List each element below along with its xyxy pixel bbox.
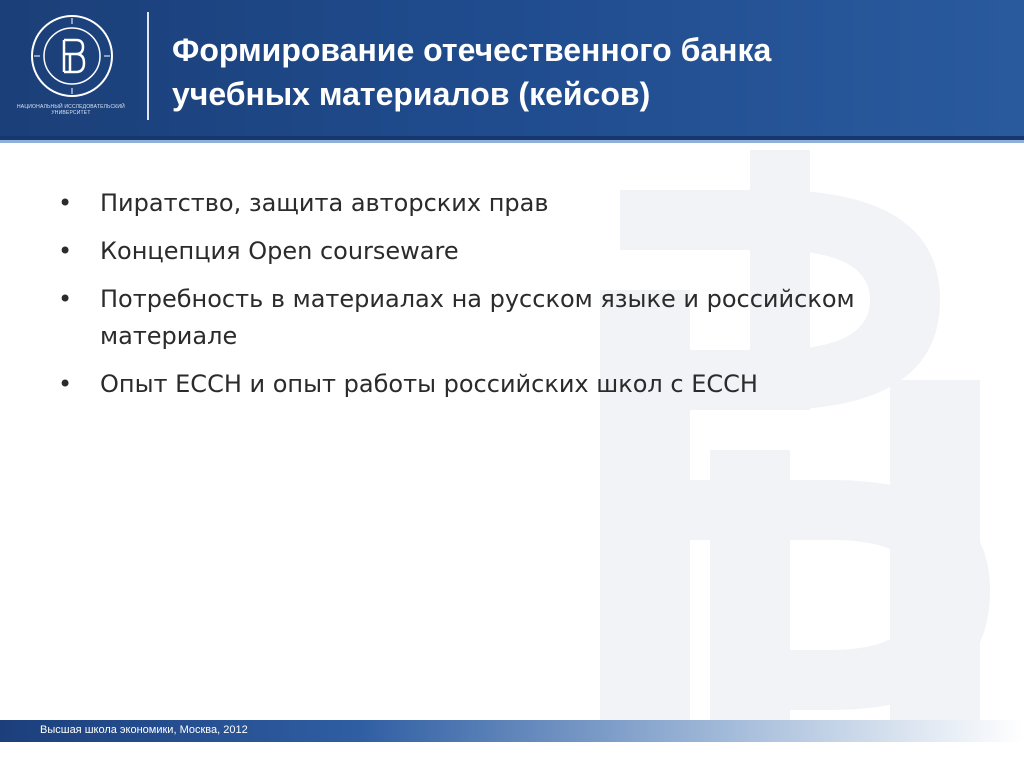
header-rule-light — [0, 140, 1024, 143]
bullet-list — [58, 185, 978, 414]
bullet-dot-icon: • — [58, 370, 73, 398]
title-line-1: Формирование отечественного банка — [172, 32, 772, 68]
slide-header — [0, 0, 1024, 136]
bullet-dot-icon: • — [58, 237, 73, 265]
slide-title — [172, 28, 992, 116]
list-item: • Опыт ECCH и опыт работы российских школ с ECCH — [58, 366, 978, 403]
list-item: • Концепция Open courseware — [58, 233, 978, 270]
title-line-2: учебных материалов (кейсов) — [172, 76, 651, 112]
list-item: • Потребность в материалах на русском языке и российском материале — [58, 281, 978, 355]
footer-text: Высшая школа экономики, Москва, 2012 — [40, 724, 248, 736]
header-divider — [147, 12, 149, 120]
slide-footer — [0, 720, 1024, 742]
list-item: • Пиратство, защита авторских прав — [58, 185, 978, 222]
logo-caption: НАЦИОНАЛЬНЫЙ ИССЛЕДОВАТЕЛЬСКИЙ УНИВЕРСИТЕТ — [17, 104, 125, 116]
hse-logo-icon — [30, 14, 114, 98]
bullet-dot-icon: • — [58, 285, 73, 313]
bullet-dot-icon: • — [58, 189, 73, 217]
